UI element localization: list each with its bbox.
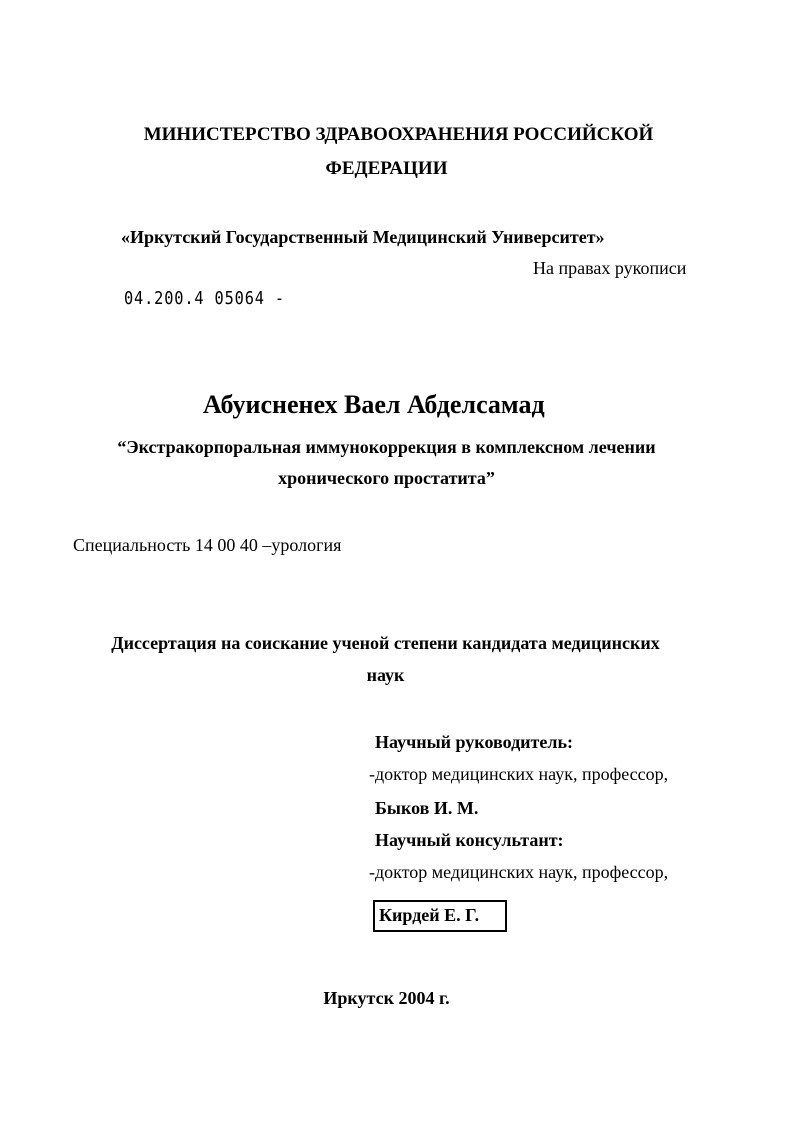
supervisor-label: Научный руководитель: xyxy=(375,732,573,752)
supervisor-degree: -доктор медицинских наук, профессор, xyxy=(369,764,669,784)
ministry-line2: ФЕДЕРАЦИИ xyxy=(325,158,448,179)
author-name: Абуисненех Ваел Абделсамад xyxy=(203,390,545,419)
dissertation-line2: наук xyxy=(366,665,405,685)
title-line1: “Экстракорпоральная иммунокоррекция в комплексном лечении xyxy=(117,437,656,457)
ministry-line1: МИНИСТЕРСТВО ЗДРАВООХРАНЕНИЯ РОССИЙСКОЙ xyxy=(143,124,654,145)
consultant-label: Научный консультант: xyxy=(375,830,564,850)
rights-note: На правах рукописи xyxy=(533,258,687,278)
title-line2: хронического простатита” xyxy=(278,468,495,488)
registration-code: 04.200.4 05064 - xyxy=(124,288,285,309)
university-name: «Иркутский Государственный Медицинский Университет» xyxy=(121,227,605,247)
consultant-name: Кирдей Е. Г. xyxy=(379,905,480,925)
city-year: Иркутск 2004 г. xyxy=(323,988,450,1008)
supervisor-name: Быков И. М. xyxy=(375,798,479,818)
dissertation-line1: Диссертация на соискание ученой степени кандидата медицинских xyxy=(111,633,660,653)
specialty: Специальность 14 00 40 –урология xyxy=(73,535,342,555)
consultant-degree: -доктор медицинских наук, профессор, xyxy=(369,862,669,882)
